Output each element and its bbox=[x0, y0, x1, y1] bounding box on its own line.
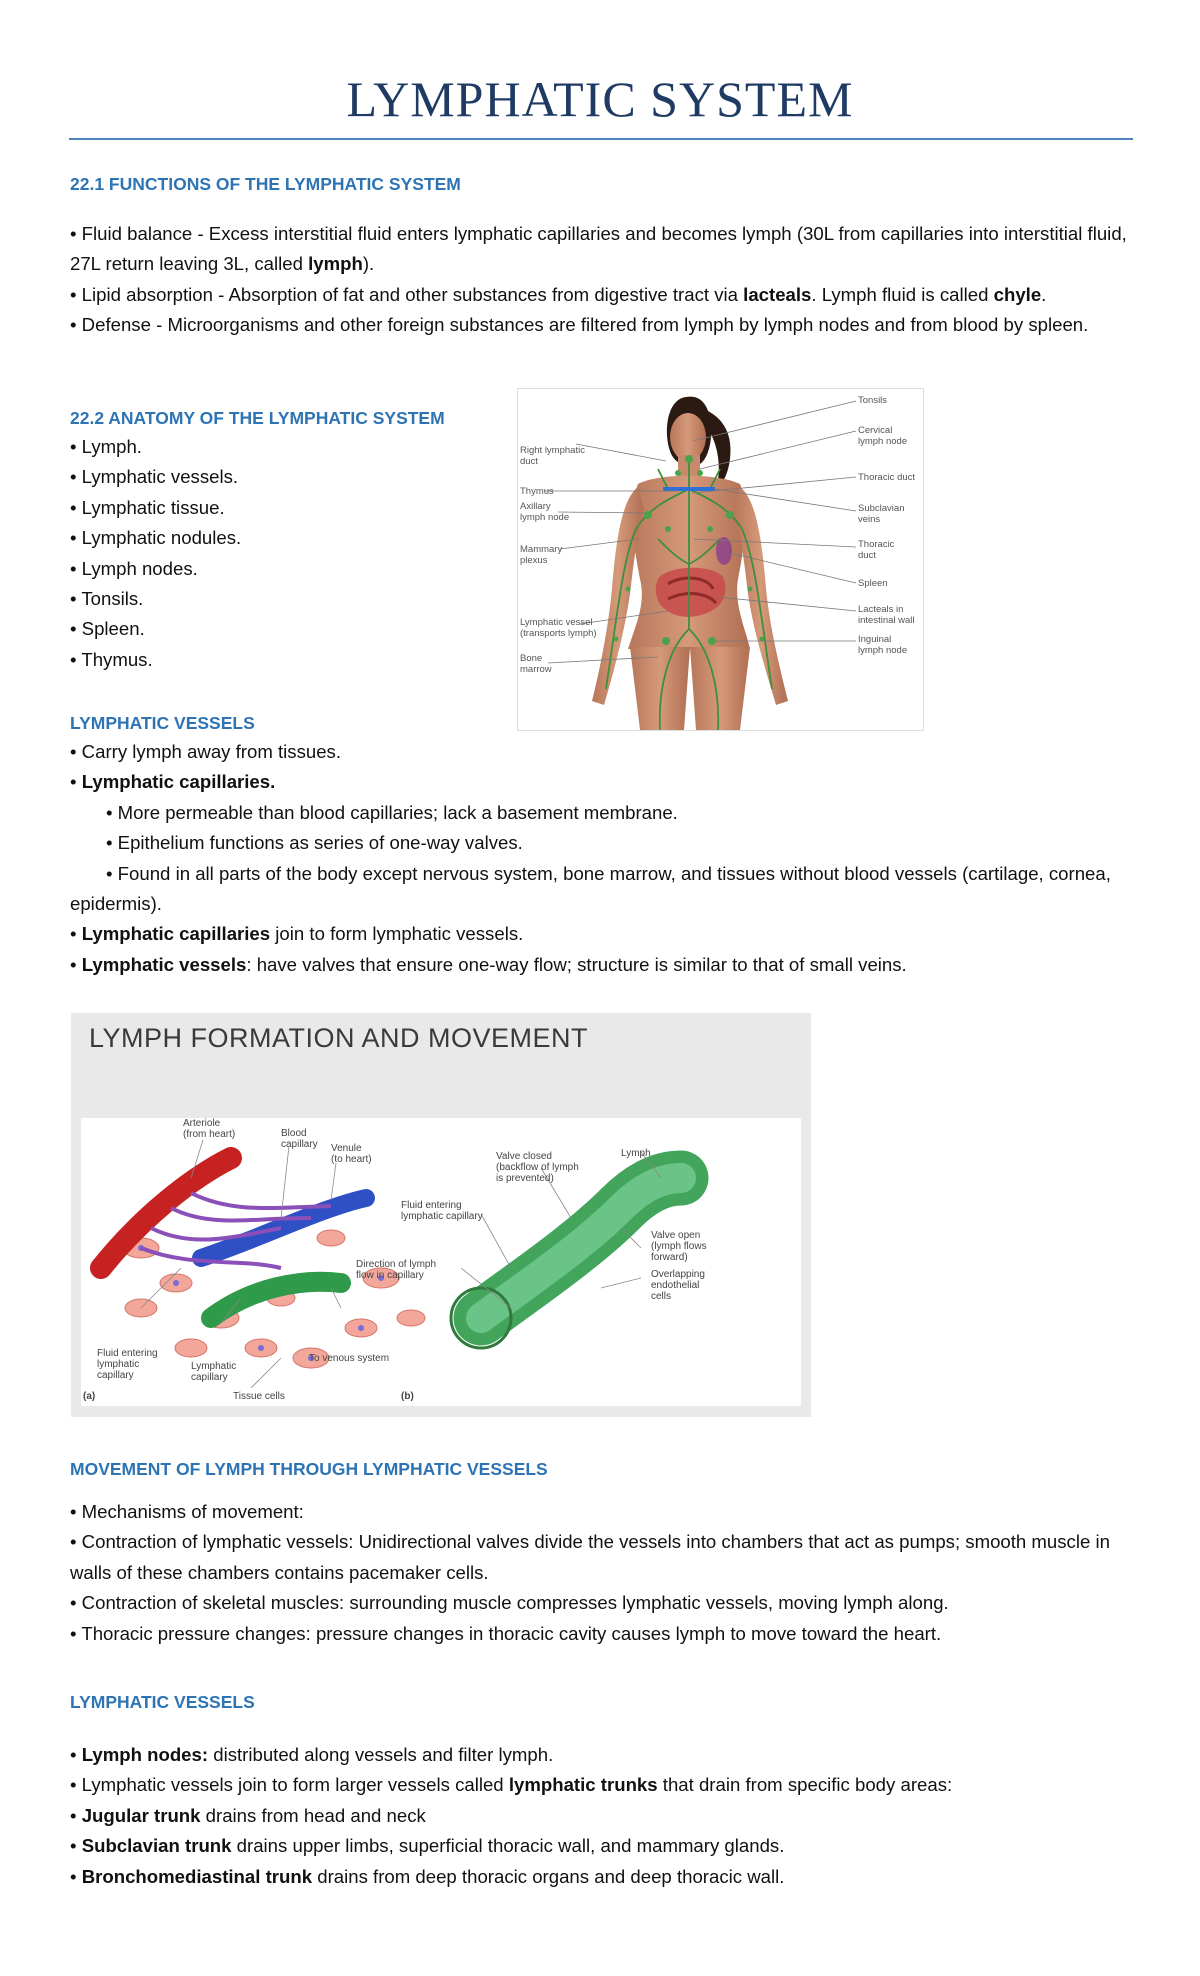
label-arteriole: Arteriole (from heart) bbox=[183, 1118, 236, 1140]
text: : have valves that ensure one-way flow; structure is similar to that of small veins. bbox=[246, 953, 907, 975]
bold-term: lymph bbox=[308, 253, 363, 275]
label-text: Tonsils bbox=[858, 395, 888, 406]
label-inguinal-lymph-node bbox=[858, 634, 907, 656]
label-text: Right lymphatic duct bbox=[520, 445, 585, 467]
list-item: • Tonsils. bbox=[70, 588, 144, 610]
bold-term: Jugular trunk bbox=[81, 1804, 201, 1826]
text: distributed along vessels and filter lymph. bbox=[208, 1744, 554, 1765]
label-spleen bbox=[858, 578, 888, 589]
label-text: Thoracic duct bbox=[858, 539, 895, 561]
list-item: • Thymus. bbox=[70, 648, 153, 670]
text: • Lymphatic vessels join to form larger vessels called bbox=[70, 1774, 509, 1796]
bold-term: chyle bbox=[993, 284, 1042, 305]
label-panel-b: (b) bbox=[401, 1391, 414, 1402]
list-item: • More permeable than blood capillaries; lack a basement membrane. bbox=[106, 801, 678, 823]
label-lacteals bbox=[858, 604, 915, 626]
label-axillary-lymph-node bbox=[520, 501, 569, 523]
paragraph-defense: • Defense - Microorganisms and other foreign substances are filtered from lymph by lymph nodes and from blood by spleen. bbox=[70, 314, 1089, 335]
text: that drain from specific body areas: bbox=[657, 1774, 953, 1796]
bold-term: Subclavian trunk bbox=[81, 1835, 232, 1857]
label-thoracic-duct bbox=[858, 539, 894, 561]
label-text: Lymphatic vessel (transports lymph) bbox=[520, 617, 597, 639]
text: . bbox=[1041, 284, 1047, 305]
bold-term: lymphatic trunks bbox=[508, 1774, 658, 1796]
list-item bbox=[70, 1831, 1150, 1861]
section-heading-movement: MOVEMENT OF LYMPH THROUGH LYMPHATIC VESSELS bbox=[70, 1459, 548, 1479]
label-thoracic-duct-top bbox=[858, 472, 915, 483]
label-fluid-entering-a: Fluid entering lymphatic capillary bbox=[97, 1348, 158, 1381]
label-lymphatic-vessel bbox=[520, 617, 597, 639]
text: ). bbox=[362, 253, 375, 275]
label-direction-of-flow: Direction of lymph flow in capillary bbox=[356, 1259, 437, 1281]
label-text: Inguinal lymph node bbox=[858, 634, 908, 656]
label-thymus bbox=[520, 486, 554, 497]
list-item bbox=[70, 1740, 1150, 1770]
list-item: • Epithelium functions as series of one-way valves. bbox=[106, 832, 523, 854]
label-text: Cervical lymph node bbox=[858, 425, 908, 447]
list-item bbox=[70, 859, 1150, 920]
page-title: LYMPHATIC SYSTEM bbox=[346, 71, 854, 127]
bold-term: Lymphatic vessels bbox=[81, 953, 247, 975]
list-item: • Lymph nodes. bbox=[70, 557, 198, 579]
trunks-list bbox=[70, 1740, 1150, 1892]
list-item bbox=[70, 950, 1150, 980]
label-mammary-plexus bbox=[520, 544, 562, 566]
label-tissue-cells: Tissue cells bbox=[233, 1391, 285, 1402]
label-fluid-entering-b: Fluid entering lymphatic capillary bbox=[401, 1200, 483, 1222]
label-cervical-lymph-node bbox=[858, 425, 907, 447]
label-to-venous-system: To venous system bbox=[309, 1353, 390, 1364]
label-tonsils bbox=[858, 395, 887, 406]
label-text: Thymus bbox=[520, 486, 554, 497]
section-heading-lymphatic-vessels-2: LYMPHATIC VESSELS bbox=[70, 1692, 255, 1712]
label-text: Lacteals in intestinal wall bbox=[858, 604, 915, 626]
list-item: • Lymphatic nodules. bbox=[70, 527, 242, 549]
list-item: • Spleen. bbox=[70, 618, 145, 640]
bullet: • bbox=[70, 1835, 82, 1857]
list-item: • Thoracic pressure changes: pressure changes in thoracic cavity causes lymph to move toward the heart. bbox=[70, 1622, 942, 1644]
list-item bbox=[70, 919, 1150, 949]
bullet: • bbox=[70, 1804, 82, 1826]
label-text: Thoracic duct bbox=[858, 472, 916, 483]
text: • Found in all parts of the body except nervous system, bone marrow, and tissues without blood vessels (cartilage, cornea, epidermis). bbox=[70, 862, 1111, 915]
lymphatic-vessels-list bbox=[70, 737, 1150, 980]
list-item: • Lymphatic tissue. bbox=[70, 496, 225, 518]
section-heading-functions: 22.1 FUNCTIONS OF THE LYMPHATIC SYSTEM bbox=[70, 174, 461, 194]
anatomy-list bbox=[70, 432, 490, 675]
bullet: • bbox=[70, 1744, 82, 1765]
bullet: • bbox=[70, 1865, 82, 1887]
list-item: • Carry lymph away from tissues. bbox=[70, 741, 342, 762]
label-text: Spleen bbox=[858, 578, 888, 589]
label-right-lymphatic-duct bbox=[520, 445, 590, 467]
label-valve-open: Valve open (lymph flows forward) bbox=[651, 1230, 707, 1263]
bold-term: Bronchomediastinal trunk bbox=[81, 1865, 313, 1887]
text: • Fluid balance - Excess interstitial fluid enters lymphatic capillaries and becomes lymph (30L from capillaries into interstitial fluid, 27L return leaving 3L, called bbox=[70, 223, 1127, 275]
lymph-formation-figure bbox=[71, 1013, 811, 1417]
label-venule: Venule (to heart) bbox=[331, 1143, 372, 1165]
label-text: Subclavian veins bbox=[858, 503, 905, 525]
label-lymph: Lymph bbox=[621, 1148, 651, 1159]
figure-panel bbox=[81, 1118, 801, 1406]
text: join to form lymphatic vessels. bbox=[270, 923, 524, 945]
text: drains from deep thoracic organs and deep thoracic wall. bbox=[312, 1865, 785, 1887]
label-text: Bone marrow bbox=[520, 653, 552, 675]
list-item: • Lymphatic vessels. bbox=[70, 466, 239, 488]
text: • Lipid absorption - Absorption of fat and other substances from digestive tract via bbox=[70, 284, 744, 305]
label-bone-marrow bbox=[520, 653, 552, 675]
bold-term: Lymphatic capillaries bbox=[81, 923, 271, 945]
paragraph-fluid-balance bbox=[70, 219, 1130, 280]
text: drains upper limbs, superficial thoracic wall, and mammary glands. bbox=[231, 1835, 785, 1857]
list-item: • Contraction of lymphatic vessels: Unidirectional valves divide the vessels into chambers that act as pumps; smooth muscle in walls of these chambers contains pacemaker cells. bbox=[70, 1531, 1110, 1583]
label-text: Mammary plexus bbox=[520, 544, 563, 566]
figure-title: LYMPH FORMATION AND MOVEMENT bbox=[89, 1023, 589, 1053]
bullet: • bbox=[70, 923, 82, 945]
list-item bbox=[70, 1801, 1150, 1831]
text: . Lymph fluid is called bbox=[811, 284, 994, 305]
lymphatic-system-figure bbox=[517, 388, 924, 731]
list-item: • Contraction of skeletal muscles: surrounding muscle compresses lymphatic vessels, moving lymph along. bbox=[70, 1592, 949, 1614]
section-heading-lymphatic-vessels: LYMPHATIC VESSELS bbox=[70, 713, 255, 733]
list-item: • Lymph. bbox=[70, 436, 142, 457]
label-subclavian-veins bbox=[858, 503, 904, 525]
label-overlapping-cells: Overlapping endothelial cells bbox=[651, 1269, 705, 1302]
list-item bbox=[70, 1770, 1150, 1800]
label-panel-a: (a) bbox=[83, 1391, 96, 1402]
label-text: Axillary lymph node bbox=[520, 501, 570, 523]
label-lymphatic-capillary: Lymphatic capillary bbox=[191, 1361, 237, 1383]
bullet: • bbox=[70, 771, 82, 793]
bold-term: Lymphatic capillaries. bbox=[81, 771, 276, 793]
bold-term: Lymph nodes: bbox=[81, 1744, 209, 1765]
text: drains from head and neck bbox=[200, 1804, 426, 1826]
title-divider bbox=[69, 138, 1133, 140]
bold-term: lacteals bbox=[743, 284, 812, 305]
section-heading-anatomy: 22.2 ANATOMY OF THE LYMPHATIC SYSTEM bbox=[70, 408, 445, 428]
bullet: • bbox=[70, 953, 82, 975]
list-item bbox=[70, 1862, 1150, 1892]
list-item bbox=[70, 767, 1150, 797]
movement-list bbox=[70, 1497, 1150, 1649]
paragraph-lipid-absorption bbox=[70, 280, 1150, 310]
label-valve-closed: Valve closed (backflow of lymph is prevented) bbox=[496, 1151, 579, 1184]
list-item: • Mechanisms of movement: bbox=[70, 1501, 304, 1522]
label-blood-capillary: Blood capillary bbox=[281, 1128, 318, 1150]
